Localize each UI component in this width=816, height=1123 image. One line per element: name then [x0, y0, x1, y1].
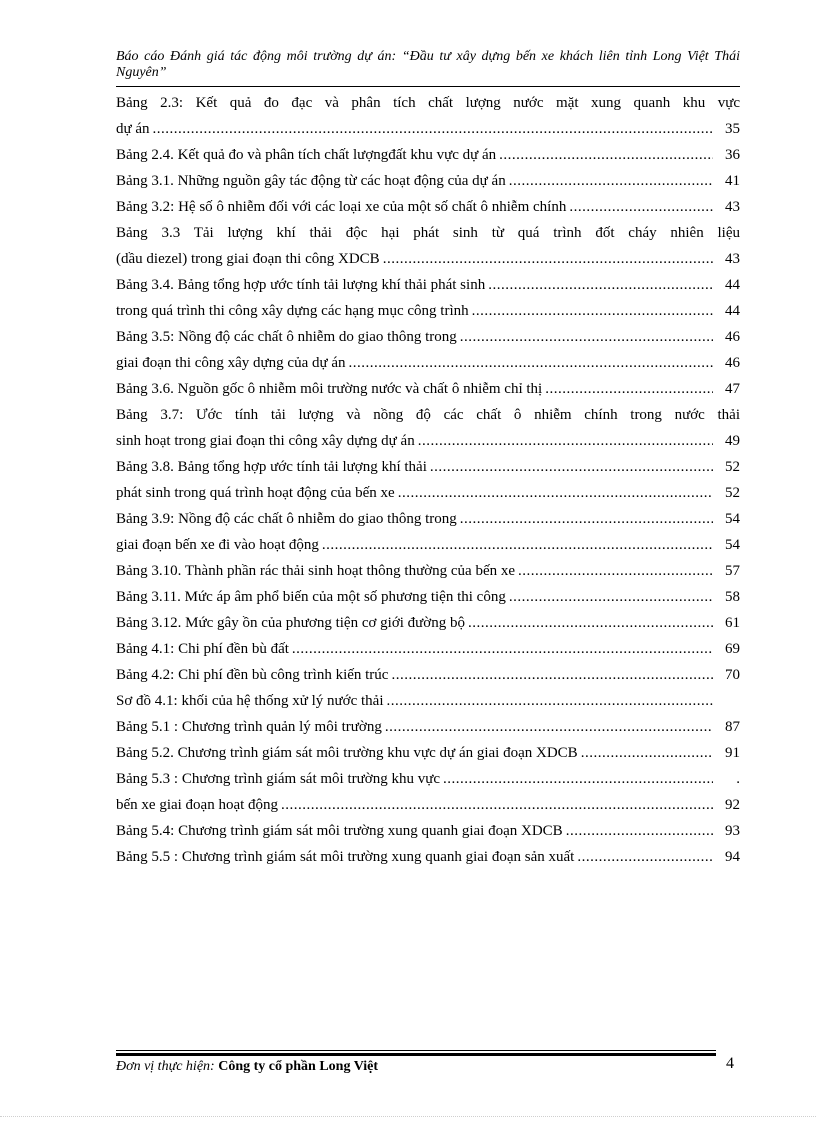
- toc-page-number: 58: [725, 589, 740, 605]
- toc-entry[interactable]: [116, 220, 740, 246]
- toc-entry-text: Bảng 5.4: Chương trình giám sát môi trường xung quanh giai đoạn XDCB: [116, 823, 563, 839]
- toc-entry-text: Bảng 3.9: Nồng độ các chất ô nhiễm do giao thông trong: [116, 511, 457, 527]
- toc-entry-row: [116, 194, 740, 220]
- footer-organization: Công ty cổ phần Long Việt: [218, 1059, 379, 1074]
- toc-entry-row: [116, 272, 740, 298]
- toc-entry-row: [116, 766, 740, 792]
- toc-page-number: 43: [725, 199, 740, 215]
- toc-page-number: 91: [725, 745, 740, 761]
- toc-page-number: 44: [725, 277, 740, 293]
- toc-leader-dots: [430, 454, 713, 480]
- toc-leader-dots: [418, 428, 713, 454]
- toc-page-number: 69: [725, 641, 740, 657]
- toc-leader-dots: [545, 376, 713, 402]
- toc-entry-row: [116, 558, 740, 584]
- toc-page-number: 44: [725, 303, 740, 319]
- toc-entry-row: [116, 792, 740, 818]
- page-edge-dotline: [0, 1116, 816, 1117]
- toc-leader-dots: [349, 350, 713, 376]
- toc-page-number: 61: [725, 615, 740, 631]
- toc-entry-text: giai đoạn thi công xây dựng của dự án: [116, 355, 346, 371]
- toc-entry-row: [116, 844, 740, 870]
- toc-leader-dots: [488, 272, 713, 298]
- toc-entry[interactable]: [116, 90, 740, 116]
- toc-entry-row: [116, 298, 740, 324]
- toc-entry-text: Bảng 3.1. Những nguồn gây tác động từ các hoạt động của dự án: [116, 173, 506, 189]
- toc-entry-row: [116, 116, 740, 142]
- toc-page-number: 93: [725, 823, 740, 839]
- toc-page-number: 35: [725, 121, 740, 137]
- toc-leader-dots: [566, 818, 713, 844]
- toc-entry-text: dự án: [116, 121, 150, 137]
- toc-entry-row: [116, 740, 740, 766]
- toc-entry[interactable]: [116, 272, 740, 298]
- toc-entry-row: [116, 376, 740, 402]
- toc-entry-text: giai đoạn bến xe đi vào hoạt động: [116, 537, 319, 553]
- toc-entry-text: Bảng 3.11. Mức áp âm phổ biến của một số phương tiện thi công: [116, 589, 506, 605]
- toc-entry-text: Bảng 5.5 : Chương trình giám sát môi trường xung quanh giai đoạn sản xuất: [116, 849, 575, 865]
- toc-entry-row: [116, 818, 740, 844]
- toc-leader-dots: [509, 168, 713, 194]
- toc-page-number: 49: [725, 433, 740, 449]
- toc-leader-dots: [281, 792, 713, 818]
- toc-entry[interactable]: [116, 688, 740, 714]
- toc-leader-dots: [153, 116, 713, 142]
- toc-entry-text: Bảng 5.1 : Chương trình quản lý môi trường: [116, 719, 382, 735]
- toc-entry[interactable]: [116, 454, 740, 480]
- document-header: Báo cáo Đánh giá tác động môi trường dự án: “Đầu tư xây dựng bến xe khách liên tỉnh Long Việt Thái Nguyên”: [116, 49, 740, 80]
- toc-entry-row: [116, 506, 740, 532]
- toc-page-number: 54: [725, 511, 740, 527]
- toc-entry-row: [116, 142, 740, 168]
- toc-entry-row: [116, 324, 740, 350]
- toc-entry-text: Bảng 4.2: Chi phí đền bù công trình kiến trúc: [116, 667, 389, 683]
- toc-entry[interactable]: [116, 636, 740, 662]
- table-of-contents: [116, 90, 740, 870]
- toc-leader-dots: [499, 142, 713, 168]
- toc-leader-dots: [383, 246, 713, 272]
- toc-leader-dots: [385, 714, 713, 740]
- toc-entry-text: Bảng 4.1: Chi phí đền bù đất: [116, 641, 289, 657]
- toc-page-number: 47: [725, 381, 740, 397]
- toc-entry-row: [116, 636, 740, 662]
- toc-entry-text: Bảng 3.12. Mức gây ồn của phương tiện cơ giới đường bộ: [116, 615, 465, 631]
- toc-page-number: 70: [725, 667, 740, 683]
- toc-leader-dots: [398, 480, 713, 506]
- toc-page-number: 46: [725, 329, 740, 345]
- toc-leader-dots: [387, 688, 713, 714]
- toc-leader-dots: [509, 584, 713, 610]
- toc-leader-dots: [518, 558, 713, 584]
- toc-entry-text: Bảng 3.2: Hệ số ô nhiễm đối với các loại xe của một số chất ô nhiễm chính: [116, 199, 567, 215]
- toc-page-number: 41: [725, 173, 740, 189]
- toc-entry[interactable]: [116, 558, 740, 584]
- toc-entry-text: Bảng 3.3 Tải lượng khí thải độc hại phát sinh từ quá trình đốt cháy nhiên liệu: [116, 225, 740, 241]
- footer-label: Đơn vị thực hiện:: [116, 1059, 215, 1074]
- toc-entry-text: Bảng 3.6. Nguồn gốc ô nhiễm môi trường nước và chất ô nhiễm chỉ thị: [116, 381, 543, 397]
- footer-rule-thick: [116, 1053, 716, 1056]
- toc-entry-text: Bảng 2.4. Kết quả đo và phân tích chất lượngđất khu vực dự án: [116, 147, 497, 163]
- toc-entry-row: [116, 168, 740, 194]
- toc-entry-row: [116, 532, 740, 558]
- toc-page-number: 57: [725, 563, 740, 579]
- toc-entry-text: trong quá trình thi công xây dựng các hạng mục công trình: [116, 303, 469, 319]
- toc-leader-dots: [443, 766, 713, 792]
- toc-entry[interactable]: [116, 792, 740, 818]
- toc-entry-row: [116, 480, 740, 506]
- toc-leader-dots: [581, 740, 713, 766]
- toc-entry[interactable]: [116, 402, 740, 428]
- toc-entry[interactable]: [116, 506, 740, 532]
- toc-entry[interactable]: [116, 168, 740, 194]
- toc-page-number: 52: [725, 485, 740, 501]
- toc-page-number: 36: [725, 147, 740, 163]
- toc-entry[interactable]: [116, 766, 740, 792]
- toc-entry[interactable]: [116, 428, 740, 454]
- toc-leader-dots: [322, 532, 713, 558]
- toc-entry[interactable]: [116, 142, 740, 168]
- toc-entry[interactable]: [116, 844, 740, 870]
- toc-page-number: 94: [725, 849, 740, 865]
- toc-entry-text: Bảng 5.2. Chương trình giám sát môi trường khu vực dự án giai đoạn XDCB: [116, 745, 578, 761]
- toc-entry[interactable]: [116, 662, 740, 688]
- toc-entry-text: Bảng 5.3 : Chương trình giám sát môi trường khu vực: [116, 771, 440, 787]
- toc-page-number: .: [736, 771, 740, 787]
- header-rule: [116, 86, 740, 87]
- toc-page-number: 87: [725, 719, 740, 735]
- toc-leader-dots: [472, 298, 713, 324]
- toc-entry[interactable]: [116, 714, 740, 740]
- toc-entry[interactable]: [116, 350, 740, 376]
- toc-leader-dots: [460, 506, 713, 532]
- toc-entry[interactable]: [116, 480, 740, 506]
- toc-entry-text: Bảng 3.7: Ước tính tải lượng và nồng độ các chất ô nhiễm chính trong nước thải: [116, 407, 740, 423]
- toc-entry-text: phát sinh trong quá trình hoạt động của bến xe: [116, 485, 395, 501]
- toc-entry-text: Bảng 3.4. Bảng tổng hợp ước tính tải lượng khí thải phát sinh: [116, 277, 486, 293]
- toc-entry[interactable]: [116, 194, 740, 220]
- footer-rule-thin: [116, 1050, 716, 1051]
- toc-entry-row: [116, 662, 740, 688]
- toc-entry-row: [116, 246, 740, 272]
- toc-entry-text: Sơ đồ 4.1: khối của hệ thống xử lý nước thải: [116, 693, 384, 709]
- page-number: 4: [726, 1055, 734, 1072]
- toc-page-number: 54: [725, 537, 740, 553]
- toc-entry[interactable]: [116, 324, 740, 350]
- toc-leader-dots: [292, 636, 713, 662]
- toc-entry[interactable]: [116, 740, 740, 766]
- toc-page-number: 52: [725, 459, 740, 475]
- footer: [116, 1058, 378, 1076]
- toc-entry-text: (dầu diezel) trong giai đoạn thi công XDCB: [116, 251, 380, 267]
- toc-leader-dots: [569, 194, 713, 220]
- toc-leader-dots: [460, 324, 713, 350]
- toc-leader-dots: [391, 662, 713, 688]
- toc-entry-text: Bảng 3.8. Bảng tổng hợp ước tính tải lượng khí thải: [116, 459, 427, 475]
- toc-entry-row: [116, 610, 740, 636]
- toc-entry-row: [116, 714, 740, 740]
- toc-page-number: 92: [725, 797, 740, 813]
- toc-entry[interactable]: [116, 818, 740, 844]
- toc-page-number: 46: [725, 355, 740, 371]
- toc-entry[interactable]: [116, 584, 740, 610]
- toc-entry-text: bến xe giai đoạn hoạt động: [116, 797, 279, 813]
- toc-entry[interactable]: [116, 298, 740, 324]
- toc-leader-dots: [577, 844, 713, 870]
- toc-entry-row: [116, 428, 740, 454]
- toc-entry[interactable]: [116, 610, 740, 636]
- toc-entry-text: Bảng 2.3: Kết quả đo đạc và phân tích chất lượng nước mặt xung quanh khu vực: [116, 95, 740, 111]
- toc-entry-row: [116, 584, 740, 610]
- toc-entry[interactable]: [116, 116, 740, 142]
- toc-entry-row: [116, 454, 740, 480]
- toc-entry[interactable]: [116, 376, 740, 402]
- toc-entry-row: [116, 688, 740, 714]
- toc-entry-text: Bảng 3.5: Nồng độ các chất ô nhiễm do giao thông trong: [116, 329, 457, 345]
- toc-entry-text: Bảng 3.10. Thành phần rác thải sinh hoạt thông thường của bến xe: [116, 563, 516, 579]
- toc-entry[interactable]: [116, 532, 740, 558]
- toc-entry-text: sinh hoạt trong giai đoạn thi công xây dựng dự án: [116, 433, 415, 449]
- toc-leader-dots: [468, 610, 713, 636]
- toc-page-number: 43: [725, 251, 740, 267]
- toc-entry-row: [116, 350, 740, 376]
- toc-entry[interactable]: [116, 246, 740, 272]
